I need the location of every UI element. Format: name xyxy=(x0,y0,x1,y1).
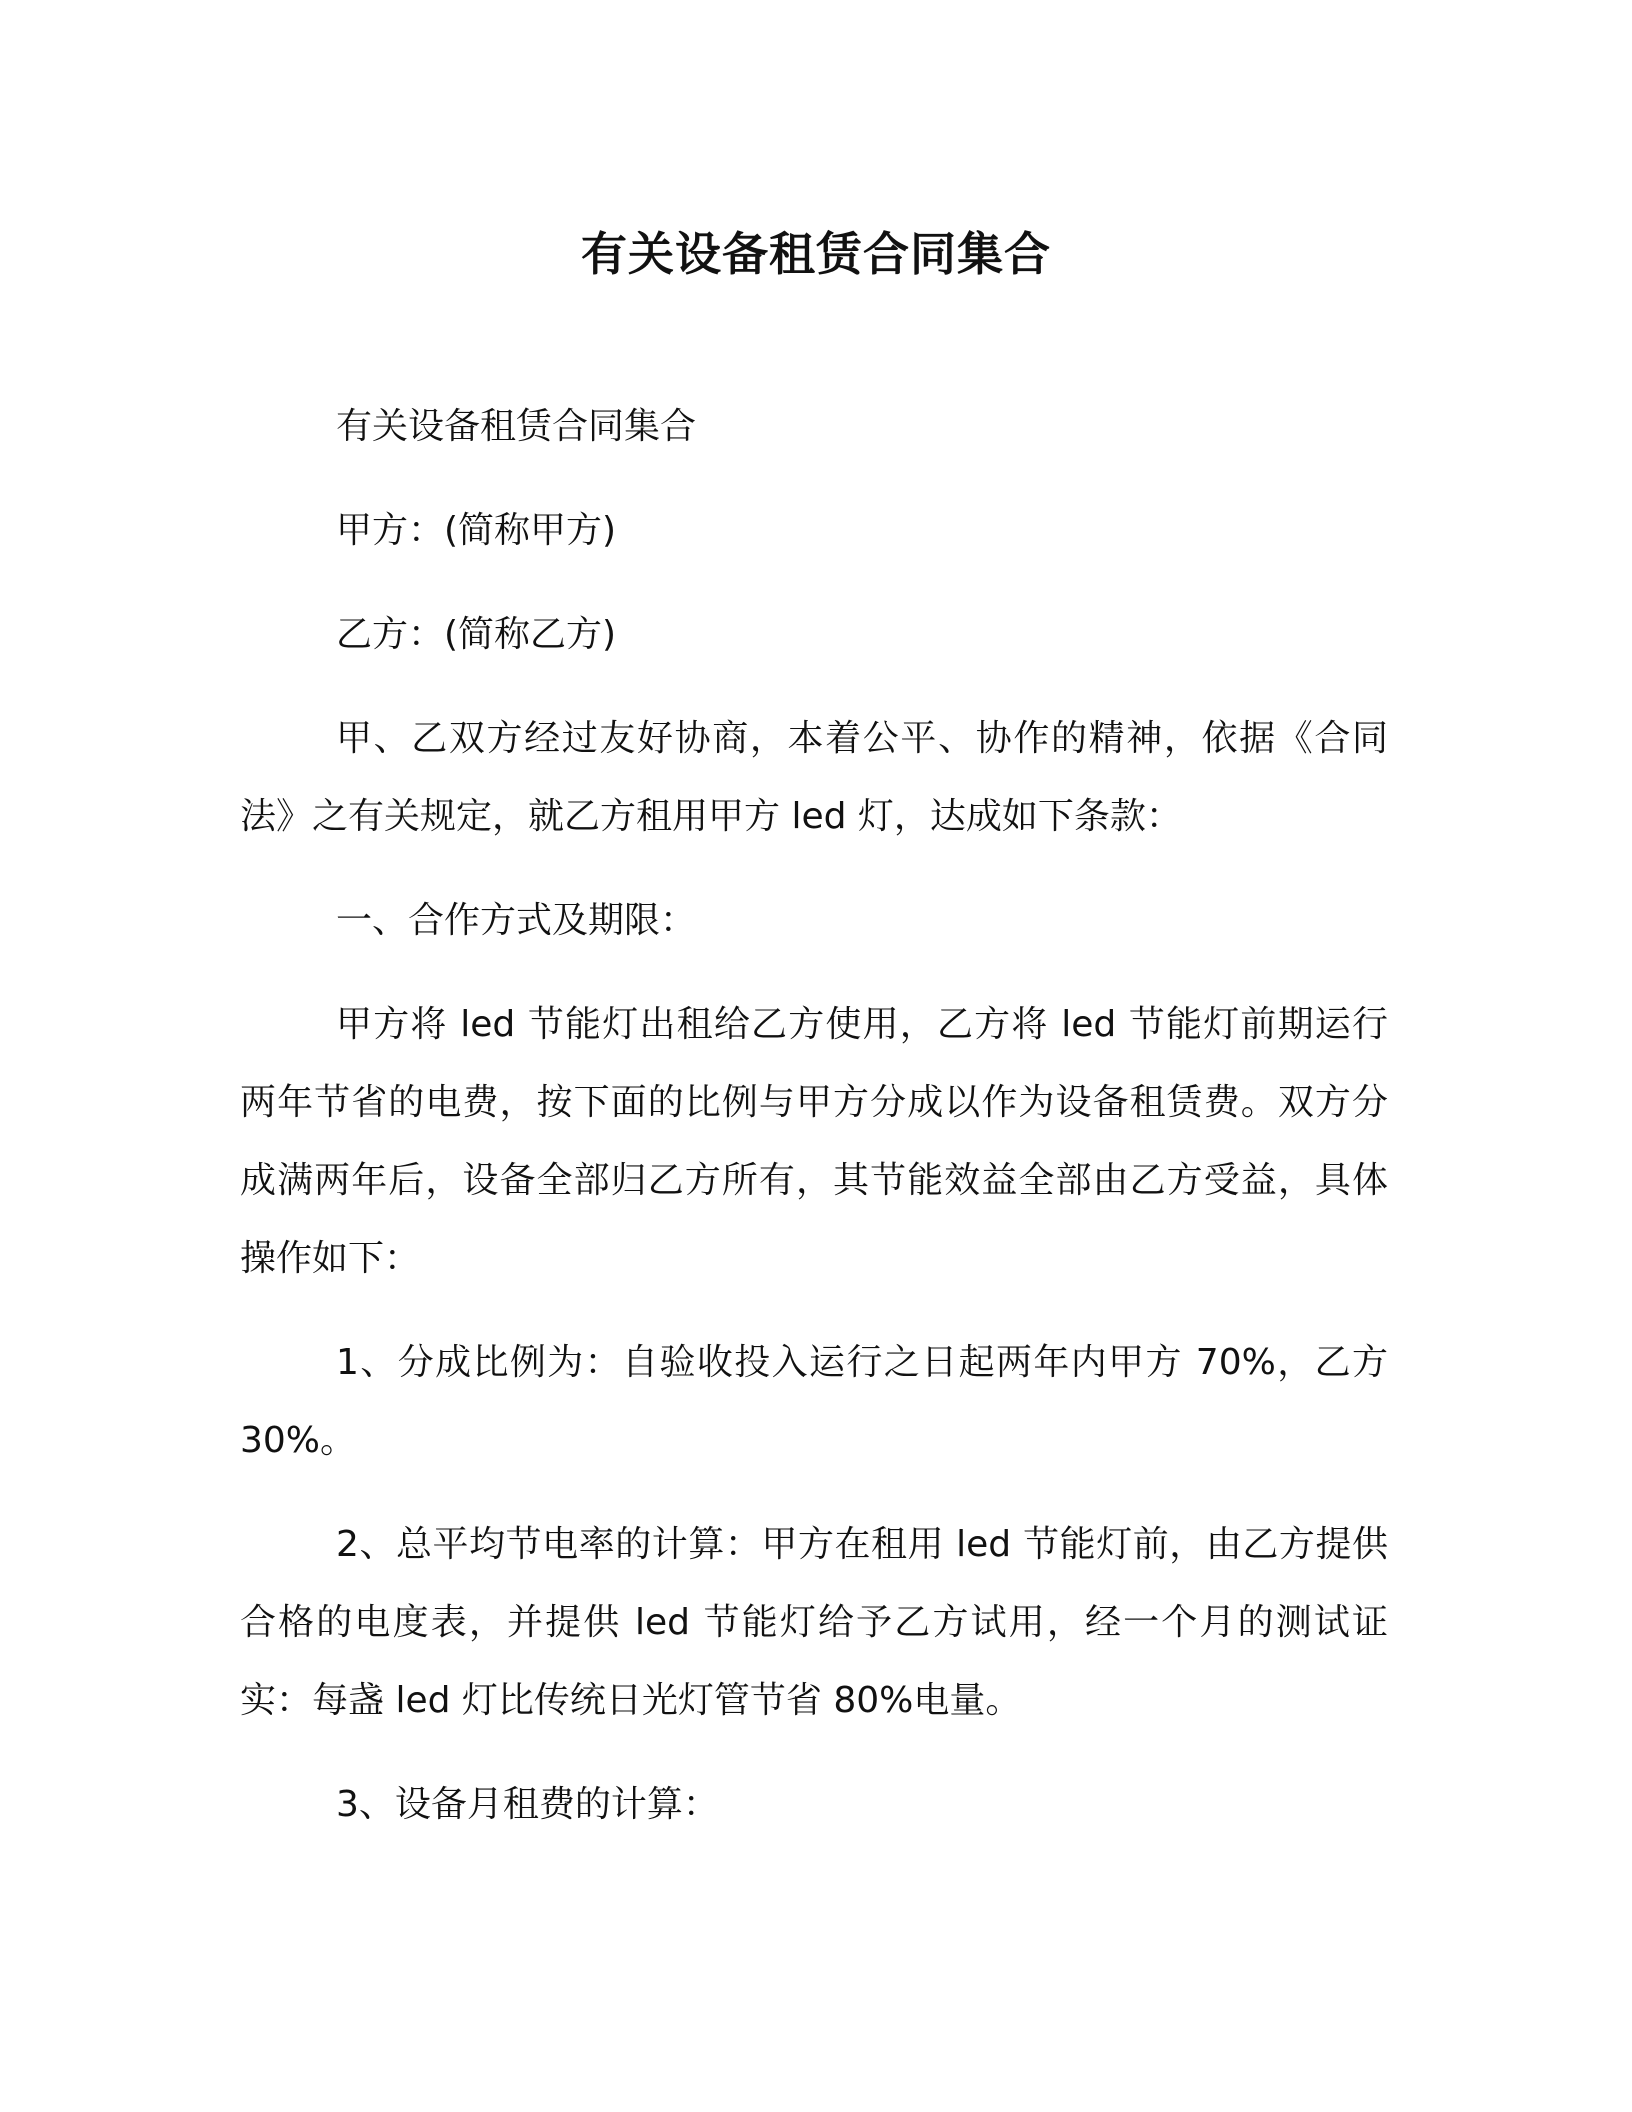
paragraph-party-b: 乙方：(简称乙方) xyxy=(336,614,617,655)
section-heading-cooperation: 一、合作方式及期限： xyxy=(336,900,697,941)
document-title: 有关设备租赁合同集合 xyxy=(581,227,1051,281)
clause-3-monthly-rent: 3、设备月租费的计算： xyxy=(336,1784,719,1825)
document-body xyxy=(240,388,1388,1870)
clause-1-split-ratio: 1、分成比例为：自验收投入运行之日起两年内甲方 70%，乙方 30%。 xyxy=(240,1342,1388,1461)
paragraph-preamble: 甲、乙双方经过友好协商，本着公平、协作的精神，依据《合同法》之有关规定，就乙方租用甲方 led 灯，达成如下条款： xyxy=(240,718,1388,837)
paragraph-subtitle: 有关设备租赁合同集合 xyxy=(336,406,697,447)
paragraph-party-a: 甲方：(简称甲方) xyxy=(336,510,617,551)
clause-2-saving-rate: 2、总平均节电率的计算：甲方在租用 led 节能灯前，由乙方提供合格的电度表，并提供 led 节能灯给予乙方试用，经一个月的测试证实：每盏 led 灯比传统日光灯管节省 80%电量。 xyxy=(240,1524,1388,1721)
paragraph-cooperation-terms: 甲方将 led 节能灯出租给乙方使用，乙方将 led 节能灯前期运行两年节省的电费，按下面的比例与甲方分成以作为设备租赁费。双方分成满两年后，设备全部归乙方所有，其节能效益全部由乙方受益，具体操作如下： xyxy=(240,1004,1388,1279)
